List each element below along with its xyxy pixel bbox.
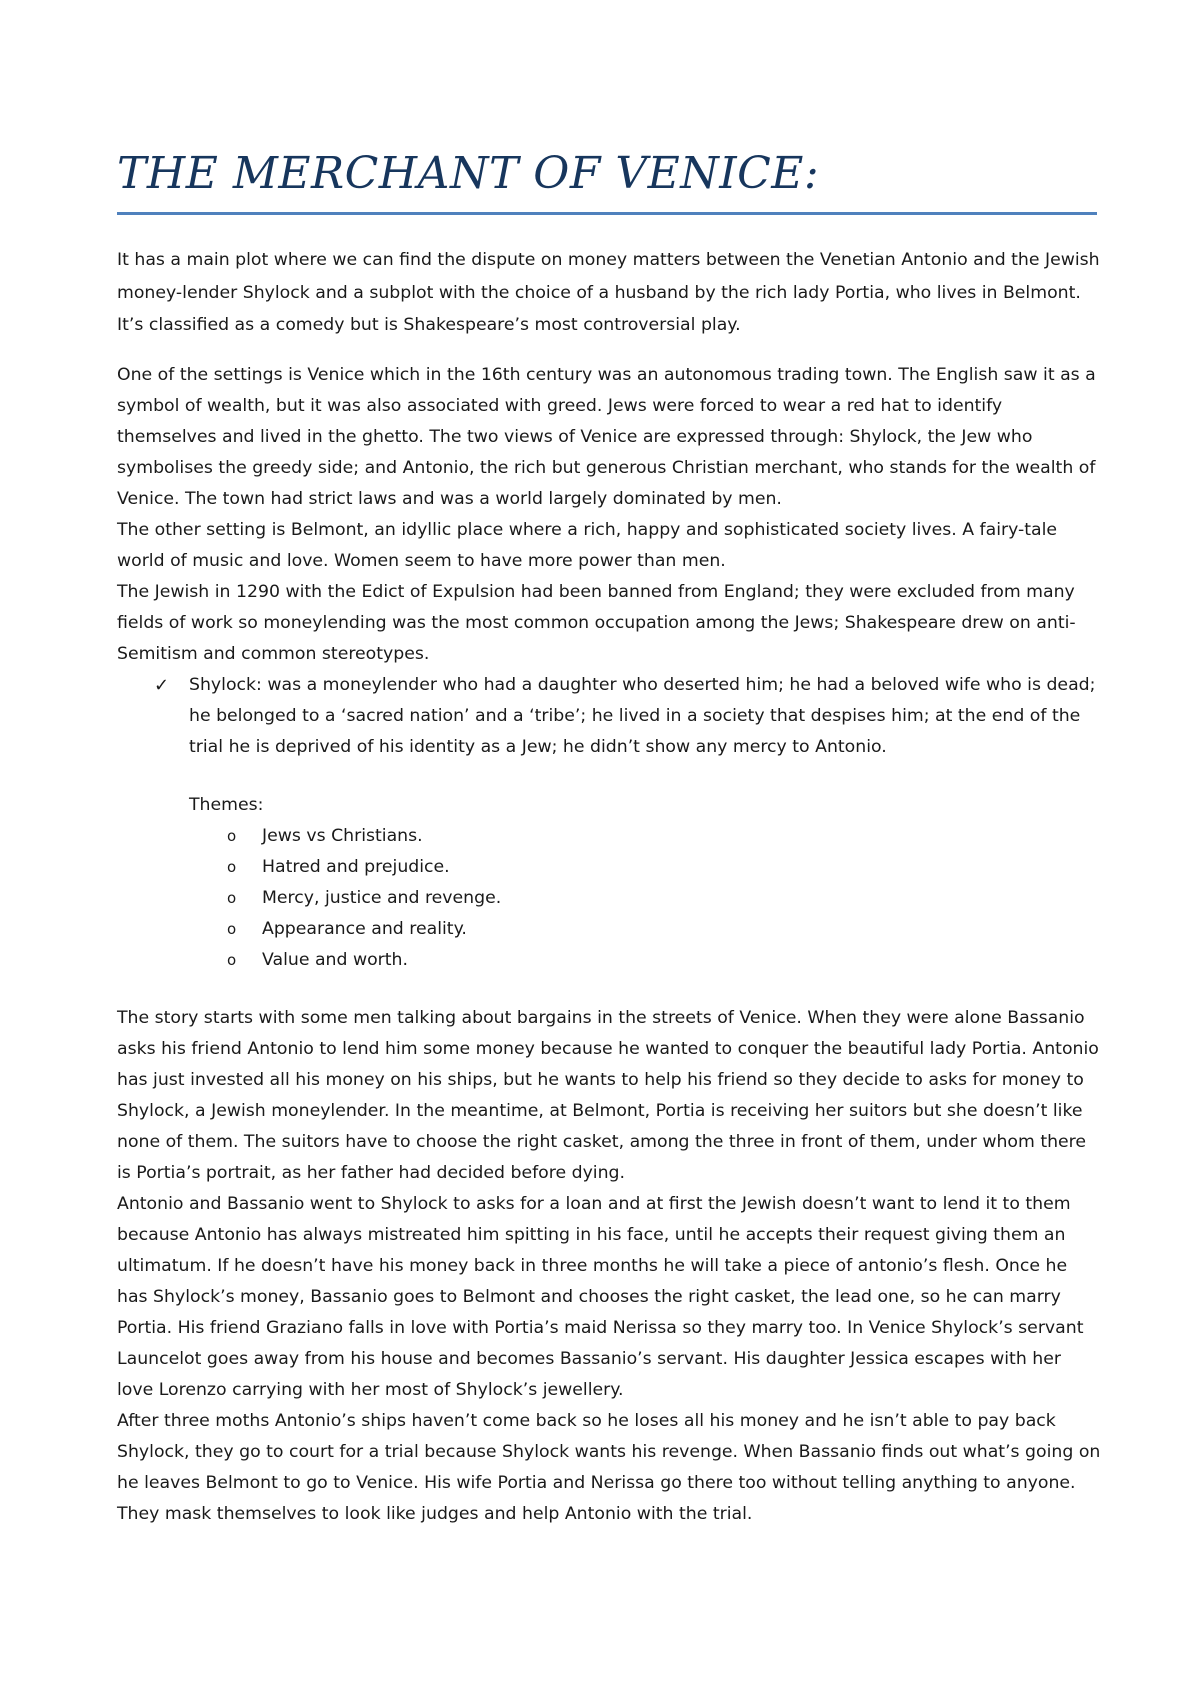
list-item — [117, 883, 1102, 914]
document-body — [117, 244, 1102, 1530]
checkmark-icon: ✓ — [154, 674, 170, 696]
theme-text: Mercy, justice and revenge. — [262, 887, 502, 908]
belmont-setting-paragraph: The other setting is Belmont, an idyllic place where a rich, happy and sophisticated society lives. A fairy-tale world of music and love. Women seem to have more power than men. — [117, 519, 1058, 571]
theme-text: Appearance and reality. — [262, 918, 467, 939]
themes-list — [117, 821, 1102, 976]
story-paragraph-2: Antonio and Bassanio went to Shylock to asks for a loan and at first the Jewish doesn’t want to lend it to them because Antonio has always mistreated him spitting in his face, until he accepts their request giving them an ultimatum. If he doesn’t have his money back in three months he will take a piece of antonio’s flesh. Once he has Shylock’s money, Bassanio goes to Belmont and chooses the right casket, the lead one, so he can marry Portia. His friend Graziano falls in love with Portia’s maid Nerissa so they marry too. In Venice Shylock’s servant Launcelot goes away from his house and becomes Bassanio’s servant. His daughter Jessica escapes with her love Lorenzo carrying with her most of Shylock’s jewellery. — [117, 1193, 1084, 1400]
story-paragraph-1: The story starts with some men talking about bargains in the streets of Venice. When they were alone Bassanio asks his friend Antonio to lend him some money because he wanted to conquer the beautiful lady Portia. Antonio has just invested all his money on his ships, but he wants to help his friend so they decide to asks for money to Shylock, a Jewish moneylender. In the meantime, at Belmont, Portia is receiving her suitors but she doesn’t like none of them. The suitors have to choose the right casket, among the three in front of them, under whom there is Portia’s portrait, as her father had decided before dying. — [117, 1007, 1099, 1183]
circle-bullet-icon: o — [227, 826, 237, 845]
shylock-list-item — [117, 670, 1102, 763]
theme-text: Value and worth. — [262, 949, 408, 970]
title-underline — [117, 212, 1097, 215]
list-item — [117, 852, 1102, 883]
jewish-context-paragraph: The Jewish in 1290 with the Edict of Expulsion had been banned from England; they were excluded from many fields of work so moneylending was the most common occupation among the Jews; Shakespeare drew on anti-Semitism and common stereotypes. — [117, 581, 1076, 664]
circle-bullet-icon: o — [227, 888, 237, 907]
theme-text: Jews vs Christians. — [262, 825, 423, 846]
list-item — [117, 914, 1102, 945]
circle-bullet-icon: o — [227, 857, 237, 876]
intro-paragraph: It has a main plot where we can find the dispute on money matters between the Venetian Antonio and the Jewish money-lender Shylock and a subplot with the choice of a husband by the rich lady Portia, who lives in Belmont. It’s classified as a comedy but is Shakespeare’s most controversial play. — [117, 250, 1100, 335]
shylock-description: Shylock: was a moneylender who had a daughter who deserted him; he had a beloved wife who is dead; he belonged to a ‘sacred nation’ and a ‘tribe’; he lived in a society that despises him; at the end of the trial he is deprived of his identity as a Jew; he didn’t show any mercy to Antonio. — [189, 674, 1096, 757]
venice-setting-paragraph: One of the settings is Venice which in the 16th century was an autonomous trading town. The English saw it as a symbol of wealth, but it was also associated with greed. Jews were forced to wear a red hat to identify themselves and lived in the ghetto. The two views of Venice are expressed through: Shylock, the Jew who symbolises the greedy side; and Antonio, the rich but generous Christian merchant, who stands for the wealth of Venice. The town had strict laws and was a world largely dominated by men. — [117, 364, 1096, 509]
page-title: THE MERCHANT OF VENICE: — [117, 148, 820, 199]
theme-text: Hatred and prejudice. — [262, 856, 450, 877]
circle-bullet-icon: o — [227, 919, 237, 938]
story-paragraph-3: After three moths Antonio’s ships haven’t come back so he loses all his money and he isn’t able to pay back Shylock, they go to court for a trial because Shylock wants his revenge. When Bassanio finds out what’s going on he leaves Belmont to go to Venice. His wife Portia and Nerissa go there too without telling anything to anyone. They mask themselves to look like judges and help Antonio with the trial. — [117, 1410, 1101, 1524]
list-item — [117, 821, 1102, 852]
themes-label: Themes: — [189, 794, 264, 815]
circle-bullet-icon: o — [227, 950, 237, 969]
list-item — [117, 945, 1102, 976]
